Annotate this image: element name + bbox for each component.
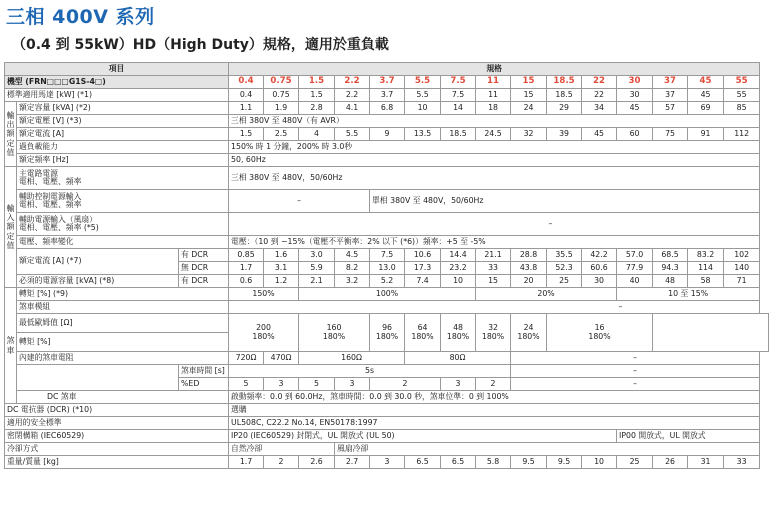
current-cell: 39 <box>547 128 582 141</box>
in-current-no-cell: 17.3 <box>405 262 441 275</box>
min-res-value: 24 <box>523 323 534 333</box>
min-res-row <box>5 314 769 333</box>
supply-cap-cell: 2.1 <box>299 275 335 288</box>
dcr-no-label: 無 DCR <box>179 262 229 275</box>
supply-cap-dcr: 有 DCR <box>179 275 229 288</box>
model-cell: 7.5 <box>441 76 476 89</box>
header-row <box>5 63 769 76</box>
main-power-row <box>5 167 769 190</box>
builtin-v2: 470Ω <box>264 352 299 365</box>
motor-row <box>5 89 769 102</box>
in-current-yes-cell: 102 <box>724 249 760 262</box>
min-res-cell <box>547 314 653 352</box>
torque2-value: 180% <box>517 331 540 341</box>
capacity-cell: 18 <box>476 102 511 115</box>
in-current-yes-cell: 1.6 <box>264 249 299 262</box>
motor-cell: 5.5 <box>405 89 441 102</box>
current-cell: 60 <box>617 128 653 141</box>
capacity-cell: 45 <box>617 102 653 115</box>
torque2-value: 180% <box>446 331 470 341</box>
dcr-yes-label: 有 DCR <box>179 249 229 262</box>
freq-value: 50, 60Hz <box>229 154 760 167</box>
capacity-cell: 69 <box>688 102 724 115</box>
min-res-cell <box>476 314 511 352</box>
in-current-no-cell: 23.2 <box>441 262 476 275</box>
in-current-no-cell: 114 <box>688 262 724 275</box>
in-current-no-cell: 77.9 <box>617 262 653 275</box>
model-cell: 1.5 <box>299 76 335 89</box>
capacity-cell: 24 <box>511 102 547 115</box>
brake-time-row <box>5 365 769 378</box>
supply-cap-row <box>5 275 769 288</box>
torque1-row <box>5 288 769 301</box>
ed-label: %ED <box>179 378 229 391</box>
in-current-yes-cell: 14.4 <box>441 249 476 262</box>
weight-cell: 10 <box>582 456 617 469</box>
min-res-cell <box>370 314 405 352</box>
capacity-cell: 85 <box>724 102 760 115</box>
model-cell: 18.5 <box>547 76 582 89</box>
in-current-yes-cell: 83.2 <box>688 249 724 262</box>
brake-unit-dash: – <box>617 301 760 314</box>
ed-cell: 3 <box>441 378 476 391</box>
min-res-value: 160 <box>326 323 342 333</box>
weight-cell: 33 <box>724 456 760 469</box>
model-cell: 3.7 <box>370 76 405 89</box>
current-cell: 2.5 <box>264 128 299 141</box>
capacity-cell: 34 <box>582 102 617 115</box>
brake-unit-label: 煞車模組 <box>17 301 229 314</box>
brake-time-dash: – <box>511 365 760 378</box>
enclosure-label: 密閉構箱 (IEC60529) <box>5 430 229 443</box>
in-current-yes-row <box>5 249 769 262</box>
page-subtitle: （0.4 到 55kW）HD（High Duty）規格，適用於重負載 <box>12 37 389 53</box>
min-res-cell <box>229 314 299 352</box>
in-current-no-cell: 140 <box>724 262 760 275</box>
capacity-cell: 2.8 <box>299 102 335 115</box>
group-output: 輸出額定值 <box>5 102 17 167</box>
in-current-no-cell: 1.7 <box>229 262 264 275</box>
in-current-yes-cell: 35.5 <box>547 249 582 262</box>
torque2-value: 180% <box>588 331 611 341</box>
in-current-no-cell: 33 <box>476 262 511 275</box>
enclosure-v2: IP00 開放式，UL 開放式 <box>617 430 760 443</box>
aux-fan-dash: – <box>547 213 760 236</box>
capacity-cell: 1.9 <box>264 102 299 115</box>
motor-cell: 15 <box>511 89 547 102</box>
brake-unit-blank <box>229 301 617 314</box>
current-cell: 24.5 <box>476 128 511 141</box>
current-cell: 13.5 <box>405 128 441 141</box>
ed-cell: 3 <box>264 378 299 391</box>
current-cell: 32 <box>511 128 547 141</box>
standards-label: 適用的安全標準 <box>5 417 229 430</box>
min-res-cell <box>299 314 370 352</box>
brake-unit-row <box>5 301 769 314</box>
dc-brake-row <box>5 391 769 404</box>
in-current-no-cell: 52.3 <box>547 262 582 275</box>
in-current-no-cell: 94.3 <box>653 262 688 275</box>
in-current-yes-cell: 21.1 <box>476 249 511 262</box>
cooling-v1: 自然冷卻 <box>229 443 335 456</box>
freq-label: 額定頻率 [Hz] <box>17 154 229 167</box>
torque1-v3: 20% <box>476 288 617 301</box>
supply-cap-cell: 10 <box>441 275 476 288</box>
capacity-cell: 10 <box>405 102 441 115</box>
supply-cap-cell: 58 <box>688 275 724 288</box>
page-title: 三相 400V 系列 <box>6 6 155 28</box>
builtin-v3: 160Ω <box>299 352 405 365</box>
min-res-value: 96 <box>382 323 392 333</box>
spec-table <box>4 62 769 469</box>
in-current-yes-cell: 10.6 <box>405 249 441 262</box>
torque2-value: 180% <box>375 331 399 341</box>
standards-value: UL508C, C22.2 No.14, EN50178:1997 <box>229 417 760 430</box>
cooling-v2: 風扇冷卻 <box>335 443 760 456</box>
in-current-yes-cell: 7.5 <box>370 249 405 262</box>
supply-cap-cell: 25 <box>547 275 582 288</box>
supply-cap-cell: 3.2 <box>335 275 370 288</box>
motor-cell: 30 <box>617 89 653 102</box>
supply-cap-cell: 30 <box>582 275 617 288</box>
current-cell: 18.5 <box>441 128 476 141</box>
aux-fan-label: 輔助電源輸入（風扇） 電相、電壓、頻率 (*5) <box>17 213 229 236</box>
capacity-cell: 1.1 <box>229 102 264 115</box>
overload-value: 150% 時 1 分鐘，200% 時 3.0秒 <box>229 141 760 154</box>
supply-cap-cell: 1.2 <box>264 275 299 288</box>
group-input: 輸入額定值 <box>5 167 17 288</box>
capacity-cell: 57 <box>653 102 688 115</box>
in-current-no-cell: 8.2 <box>335 262 370 275</box>
overload-row <box>5 141 769 154</box>
torque1-v4: 10 至 15% <box>617 288 760 301</box>
weight-cell: 26 <box>653 456 688 469</box>
torque1-label: 轉矩 [%] (*9) <box>17 288 229 301</box>
capacity-cell: 6.8 <box>370 102 405 115</box>
in-current-yes-cell: 68.5 <box>653 249 688 262</box>
in-current-yes-cell: 57.0 <box>617 249 653 262</box>
capacity-cell: 4.1 <box>335 102 370 115</box>
torque2-value: 180% <box>322 331 346 341</box>
model-row <box>5 76 769 89</box>
weight-cell: 2 <box>264 456 299 469</box>
motor-cell: 55 <box>724 89 760 102</box>
in-current-no-cell: 3.1 <box>264 262 299 275</box>
weight-cell: 6.5 <box>405 456 441 469</box>
motor-cell: 22 <box>582 89 617 102</box>
builtin-label: 內建的煞車電阻 <box>17 352 229 365</box>
model-cell: 30 <box>617 76 653 89</box>
brake-time-label: 煞車時間 [s] <box>179 365 229 378</box>
weight-cell: 25 <box>617 456 653 469</box>
weight-cell: 5.8 <box>476 456 511 469</box>
capacity-cell: 14 <box>441 102 476 115</box>
weight-row <box>5 456 769 469</box>
in-current-no-cell: 13.0 <box>370 262 405 275</box>
model-cell: 0.4 <box>229 76 264 89</box>
torque2-value: 180% <box>411 331 434 341</box>
min-res-cell <box>405 314 441 352</box>
variation-row <box>5 236 769 249</box>
ed-cell: 2 <box>370 378 441 391</box>
supply-cap-label: 必須的電源容量 [kVA] (*8) <box>17 275 179 288</box>
current-cell: 9 <box>370 128 405 141</box>
supply-cap-cell: 48 <box>653 275 688 288</box>
ed-dash: – <box>511 378 760 391</box>
current-cell: 45 <box>582 128 617 141</box>
current-cell: 75 <box>653 128 688 141</box>
variation-label: 電壓、頻率變化 <box>17 236 229 249</box>
main-power-label: 主電路電源 電相、電壓、頻率 <box>17 167 229 190</box>
motor-cell: 45 <box>688 89 724 102</box>
motor-cell: 3.7 <box>370 89 405 102</box>
in-current-yes-cell: 4.5 <box>335 249 370 262</box>
in-current-no-cell: 60.6 <box>582 262 617 275</box>
weight-cell: 6.5 <box>441 456 476 469</box>
aux-ctrl-label: 輔助控制電源輸入 電相、電壓、頻率 <box>17 190 229 213</box>
model-cell: 15 <box>511 76 547 89</box>
motor-cell: 37 <box>653 89 688 102</box>
aux-ctrl-dash: – <box>229 190 370 213</box>
min-res-value: 64 <box>417 323 428 333</box>
current-cell: 4 <box>299 128 335 141</box>
builtin-v4: 80Ω <box>405 352 511 365</box>
header-spec: 規格 <box>229 63 760 76</box>
min-res-value: 32 <box>488 323 498 333</box>
min-res-cell <box>511 314 547 352</box>
current-cell: 1.5 <box>229 128 264 141</box>
model-cell: 22 <box>582 76 617 89</box>
motor-cell: 2.2 <box>335 89 370 102</box>
builtin-row <box>5 352 769 365</box>
ed-cell: 2 <box>476 378 511 391</box>
min-res-label: 最低歐姆值 [Ω] <box>17 314 229 333</box>
aux-fan-blank <box>229 213 547 236</box>
weight-cell: 2.6 <box>299 456 335 469</box>
standards-row <box>5 417 769 430</box>
supply-cap-cell: 20 <box>511 275 547 288</box>
voltage-value: 三相 380V 至 480V（有 AVR） <box>229 115 760 128</box>
dcr-value: 選購 <box>229 404 760 417</box>
model-cell: 45 <box>688 76 724 89</box>
model-cell: 5.5 <box>405 76 441 89</box>
in-current-yes-cell: 42.2 <box>582 249 617 262</box>
model-cell: 11 <box>476 76 511 89</box>
torque2-value: 180% <box>252 331 275 341</box>
capacity-row <box>5 102 769 115</box>
motor-label: 標準適用馬達 [kW] (*1) <box>5 89 229 102</box>
weight-cell: 1.7 <box>229 456 264 469</box>
in-current-yes-cell: 3.0 <box>299 249 335 262</box>
supply-cap-cell: 0.6 <box>229 275 264 288</box>
overload-label: 過負載能力 <box>17 141 229 154</box>
aux-ctrl-row <box>5 190 769 213</box>
current-label: 額定電流 [A] <box>17 128 229 141</box>
supply-cap-cell: 15 <box>476 275 511 288</box>
weight-cell: 9.5 <box>547 456 582 469</box>
dc-brake-label: DC 煞車 <box>17 391 229 404</box>
ed-cell: 3 <box>335 378 370 391</box>
in-current-no-cell: 43.8 <box>511 262 547 275</box>
supply-cap-cell: 71 <box>724 275 760 288</box>
in-current-yes-cell: 0.85 <box>229 249 264 262</box>
supply-cap-cell: 7.4 <box>405 275 441 288</box>
torque1-v1: 150% <box>229 288 299 301</box>
builtin-v1: 720Ω <box>229 352 264 365</box>
brake-time-blank <box>17 365 179 391</box>
aux-fan-row <box>5 213 769 236</box>
ed-cell: 5 <box>299 378 335 391</box>
current-cell: 112 <box>724 128 760 141</box>
motor-cell: 0.75 <box>264 89 299 102</box>
cooling-row <box>5 443 769 456</box>
enclosure-v1: IP20 (IEC60529) 封閉式，UL 開放式 (UL 50) <box>229 430 617 443</box>
motor-cell: 0.4 <box>229 89 264 102</box>
current-cell: 5.5 <box>335 128 370 141</box>
model-cell: 2.2 <box>335 76 370 89</box>
model-cell: 55 <box>724 76 760 89</box>
weight-label: 重量/質量 [kg] <box>5 456 229 469</box>
torque1-v2: 100% <box>299 288 476 301</box>
min-res-value: 16 <box>594 323 605 333</box>
dcr-row <box>5 404 769 417</box>
main-power-value: 三相 380V 至 480V，50/60Hz <box>229 167 760 190</box>
enclosure-row <box>5 430 769 443</box>
ed-cell: 5 <box>229 378 264 391</box>
capacity-cell: 29 <box>547 102 582 115</box>
min-res-cell <box>441 314 476 352</box>
motor-cell: 18.5 <box>547 89 582 102</box>
in-current-no-cell: 5.9 <box>299 262 335 275</box>
supply-cap-cell: 40 <box>617 275 653 288</box>
in-current-yes-cell: 28.8 <box>511 249 547 262</box>
variation-value: 電壓：（10 到 −15%（電壓不平衡率：2% 以下 (*6)）頻率：+5 至 -5% <box>229 236 760 249</box>
in-current-label: 額定電流 [A] (*7) <box>17 249 179 275</box>
supply-cap-cell: 5.2 <box>370 275 405 288</box>
motor-cell: 7.5 <box>441 89 476 102</box>
capacity-label: 額定容量 [kVA] (*2) <box>17 102 229 115</box>
header-item: 項目 <box>5 63 229 76</box>
weight-cell: 31 <box>688 456 724 469</box>
min-res-value: 200 <box>256 323 271 333</box>
weight-cell: 9.5 <box>511 456 547 469</box>
aux-ctrl-value: 單相 380V 至 480V，50/60Hz <box>370 190 760 213</box>
dcr-label: DC 電抗器 (DCR) (*10) <box>5 404 229 417</box>
voltage-label: 額定電壓 [V] (*3) <box>17 115 229 128</box>
model-cell: 37 <box>653 76 688 89</box>
voltage-row <box>5 115 769 128</box>
brake-time-value: 5s <box>229 365 511 378</box>
motor-cell: 11 <box>476 89 511 102</box>
torque2-label: 轉矩 [%] <box>17 333 229 352</box>
model-cell: 0.75 <box>264 76 299 89</box>
freq-row <box>5 154 769 167</box>
min-res-blank <box>653 314 769 352</box>
current-row <box>5 128 769 141</box>
min-res-value: 48 <box>453 323 463 333</box>
weight-cell: 2.7 <box>335 456 370 469</box>
group-brake: 煞車 <box>5 288 17 404</box>
cooling-label: 冷卻方式 <box>5 443 229 456</box>
motor-cell: 1.5 <box>299 89 335 102</box>
builtin-dash: – <box>511 352 760 365</box>
model-label: 機型 (FRN□□□G1S-4□) <box>5 76 229 89</box>
current-cell: 91 <box>688 128 724 141</box>
dc-brake-value: 啟動頻率：0.0 到 60.0Hz，煞車時間：0.0 到 30.0 秒，煞車位準：0 到 100% <box>229 391 760 404</box>
torque2-value: 180% <box>481 331 505 341</box>
weight-cell: 3 <box>370 456 405 469</box>
